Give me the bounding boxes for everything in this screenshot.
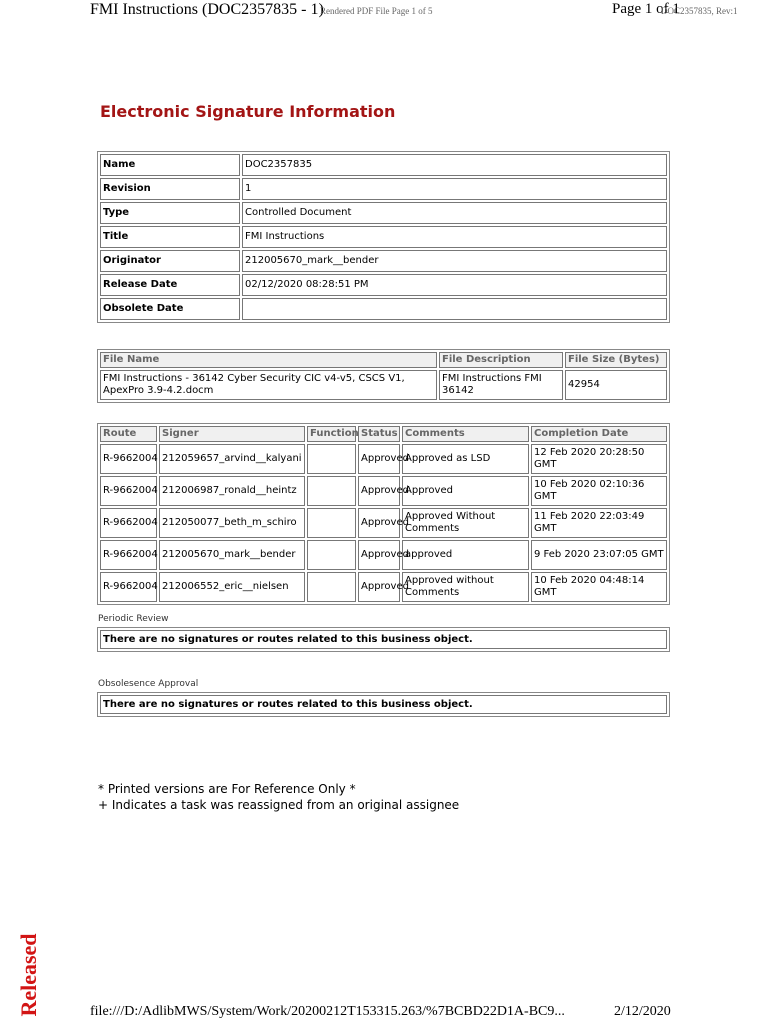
info-row-title	[100, 226, 667, 248]
info-label: Type	[100, 202, 240, 224]
table-row	[100, 540, 667, 570]
page-indicator: Page 1 of 1	[612, 1, 680, 17]
column-header-function: Function	[307, 426, 356, 442]
route-cell: R-9662004	[100, 572, 157, 602]
periodic-review-label: Periodic Review	[98, 614, 169, 624]
comments-cell: approved	[402, 540, 529, 570]
completion-date-cell: 11 Feb 2020 22:03:49 GMT	[531, 508, 667, 538]
table-row	[100, 476, 667, 506]
function-cell	[307, 444, 356, 474]
route-cell: R-9662004	[100, 444, 157, 474]
route-table-header	[100, 426, 667, 442]
file-table-header	[100, 352, 667, 368]
function-cell	[307, 476, 356, 506]
rendered-pdf-note: Rendered PDF File Page 1 of 5	[320, 6, 433, 16]
info-row-name	[100, 154, 667, 176]
doc-revision-label: DOC2357835, Rev:1	[661, 6, 738, 16]
info-value: FMI Instructions	[242, 226, 667, 248]
obsolescence-approval-box	[97, 692, 670, 717]
info-value: DOC2357835	[242, 154, 667, 176]
table-row	[100, 572, 667, 602]
info-row-release-date	[100, 274, 667, 296]
signer-cell: 212059657_arvind__kalyani	[159, 444, 305, 474]
released-watermark: Released	[16, 933, 41, 1017]
signer-cell: 212006987_ronald__heintz	[159, 476, 305, 506]
route-cell: R-9662004	[100, 540, 157, 570]
column-header-completion-date: Completion Date	[531, 426, 667, 442]
file-description-cell: FMI Instructions FMI 36142	[439, 370, 563, 400]
status-cell: Approved	[358, 444, 400, 474]
column-header-file-description: File Description	[439, 352, 563, 368]
file-name-cell: FMI Instructions - 36142 Cyber Security CIC v4-v5, CSCS V1, ApexPro 3.9-4.2.docm	[100, 370, 437, 400]
completion-date-cell: 9 Feb 2020 23:07:05 GMT	[531, 540, 667, 570]
file-table	[97, 349, 670, 403]
signer-cell: 212050077_beth_m_schiro	[159, 508, 305, 538]
footer-date: 2/12/2020	[614, 1004, 671, 1019]
info-value: 1	[242, 178, 667, 200]
file-size-cell: 42954	[565, 370, 667, 400]
info-row-revision	[100, 178, 667, 200]
info-label: Obsolete Date	[100, 298, 240, 320]
route-signature-table	[97, 423, 670, 605]
comments-cell: Approved	[402, 476, 529, 506]
status-cell: Approved	[358, 476, 400, 506]
document-info-table	[97, 151, 670, 323]
column-header-route: Route	[100, 426, 157, 442]
info-label: Name	[100, 154, 240, 176]
table-row	[100, 444, 667, 474]
column-header-comments: Comments	[402, 426, 529, 442]
info-label: Title	[100, 226, 240, 248]
info-label: Originator	[100, 250, 240, 272]
status-cell: Approved	[358, 572, 400, 602]
route-cell: R-9662004	[100, 476, 157, 506]
signer-cell: 212005670_mark__bender	[159, 540, 305, 570]
comments-cell: Approved as LSD	[402, 444, 529, 474]
info-value: Controlled Document	[242, 202, 667, 224]
column-header-status: Status	[358, 426, 400, 442]
info-row-originator	[100, 250, 667, 272]
periodic-review-box	[97, 627, 670, 652]
reference-only-note: * Printed versions are For Reference Only *	[98, 782, 356, 796]
status-cell: Approved	[358, 508, 400, 538]
info-row-obsolete-date	[100, 298, 667, 320]
reassigned-task-note: + Indicates a task was reassigned from an original assignee	[98, 798, 460, 812]
route-cell: R-9662004	[100, 508, 157, 538]
signer-cell: 212006552_eric__nielsen	[159, 572, 305, 602]
info-row-type	[100, 202, 667, 224]
column-header-file-name: File Name	[100, 352, 437, 368]
periodic-review-message: There are no signatures or routes related to this business object.	[100, 630, 667, 649]
completion-date-cell: 12 Feb 2020 20:28:50 GMT	[531, 444, 667, 474]
info-value: 212005670_mark__bender	[242, 250, 667, 272]
info-label: Release Date	[100, 274, 240, 296]
function-cell	[307, 572, 356, 602]
comments-cell: Approved Without Comments	[402, 508, 529, 538]
info-value	[242, 298, 667, 320]
table-row	[100, 370, 667, 400]
page-title: Electronic Signature Information	[100, 102, 396, 121]
comments-cell: Approved without Comments	[402, 572, 529, 602]
table-row	[100, 508, 667, 538]
info-label: Revision	[100, 178, 240, 200]
info-value: 02/12/2020 08:28:51 PM	[242, 274, 667, 296]
function-cell	[307, 540, 356, 570]
column-header-signer: Signer	[159, 426, 305, 442]
status-cell: Approved	[358, 540, 400, 570]
obsolescence-approval-label: Obsolesence Approval	[98, 679, 199, 689]
column-header-file-size: File Size (Bytes)	[565, 352, 667, 368]
completion-date-cell: 10 Feb 2020 04:48:14 GMT	[531, 572, 667, 602]
document-header-title: FMI Instructions (DOC2357835 - 1)	[90, 1, 324, 18]
completion-date-cell: 10 Feb 2020 02:10:36 GMT	[531, 476, 667, 506]
obsolescence-approval-message: There are no signatures or routes related to this business object.	[100, 695, 667, 714]
function-cell	[307, 508, 356, 538]
footer-file-path: file:///D:/AdlibMWS/System/Work/20200212T153315.263/%7BCBD22D1A-BC9...	[90, 1004, 565, 1019]
